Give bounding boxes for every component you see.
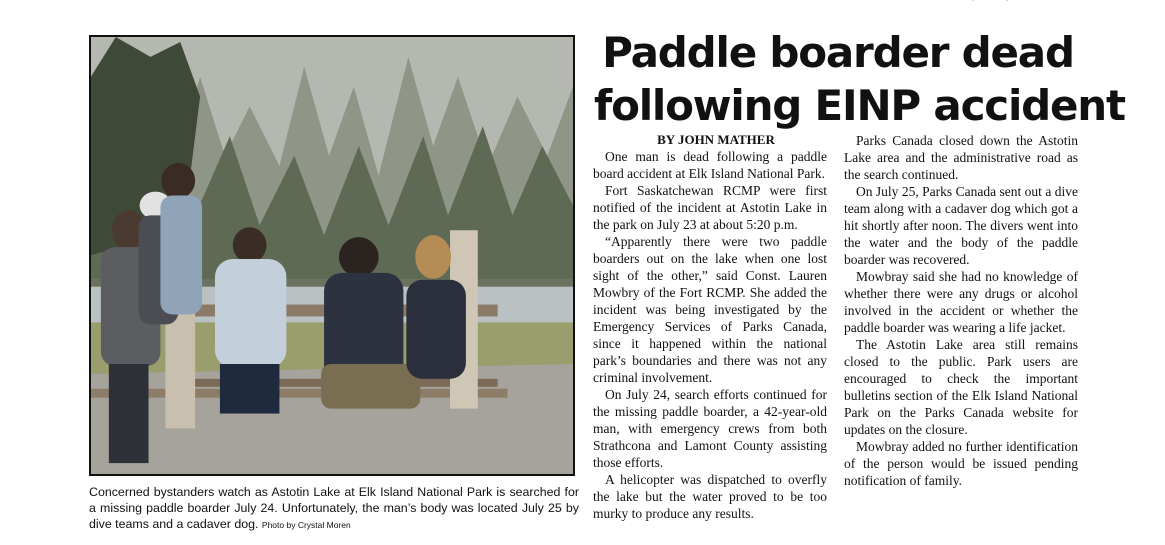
- article-column-1: [593, 132, 827, 522]
- bystanders-at-picnic-table-image: [91, 37, 573, 474]
- paragraph: On July 25, Parks Canada sent out a dive team along with a cadaver dog which got a hit shortly after noon. The divers went into the water and the body of the paddle boarder was recovered.: [844, 184, 1078, 267]
- news-photo: [89, 35, 575, 476]
- paragraph: Mowbray said she had no knowledge of whether there were any drugs or alcohol involved in the accident or whether the paddle boarder was wearing a life jacket.: [844, 269, 1078, 335]
- photo-credit: Photo by Crystal Moren: [261, 520, 351, 530]
- paragraph: “Apparently there were two paddle boarders out on the lake when one lost sight of the other,” said Const. Lauren Mowbry of the Fort RCMP. She added the incident was being investigated by the Emergency Services of Parks Canada, since it happened within the national park’s boundaries and there was not any criminal involvement.: [593, 234, 827, 385]
- caption-text: Concerned bystanders watch as Astotin Lake at Elk Island National Park is searched for a missing paddle boarder July 24. Unfortunately, the man’s body was located July 25 by dive teams and a cadaver dog.: [89, 485, 579, 531]
- headline-line-2: following EINP accident: [594, 81, 1125, 130]
- paragraph: Fort Saskatchewan RCMP were first notified of the incident at Astotin Lake in the park on July 23 at about 5:20 p.m.: [593, 183, 827, 232]
- paragraph: Parks Canada closed down the Astotin Lake area and the administrative road as the search continued.: [844, 133, 1078, 182]
- paragraph: A helicopter was dispatched to overfly the lake but the water proved to be too murky to produce any results.: [593, 472, 827, 521]
- byline: BY JOHN MATHER: [657, 132, 775, 147]
- photo-caption: [89, 484, 579, 533]
- paragraph: On July 24, search efforts continued for the missing paddle boarder, a 42-year-old man, with emergency crews from both Strathcona and Lamont County assisting those efforts.: [593, 387, 827, 470]
- paragraph: Mowbray added no further identification of the person would be issued pending notification of family.: [844, 439, 1078, 488]
- paragraph: One man is dead following a paddle board accident at Elk Island National Park.: [593, 149, 827, 181]
- article-headline: [594, 26, 1125, 132]
- headline-line-1: Paddle boarder dead: [602, 28, 1074, 77]
- page-edge-mark: [970, 0, 1010, 2]
- paragraph: The Astotin Lake area still remains closed to the public. Park users are encouraged to check the important bulletins section of the Elk Island National Park on the Parks Canada website for updates on the closure.: [844, 337, 1078, 437]
- article-column-2: [844, 132, 1078, 489]
